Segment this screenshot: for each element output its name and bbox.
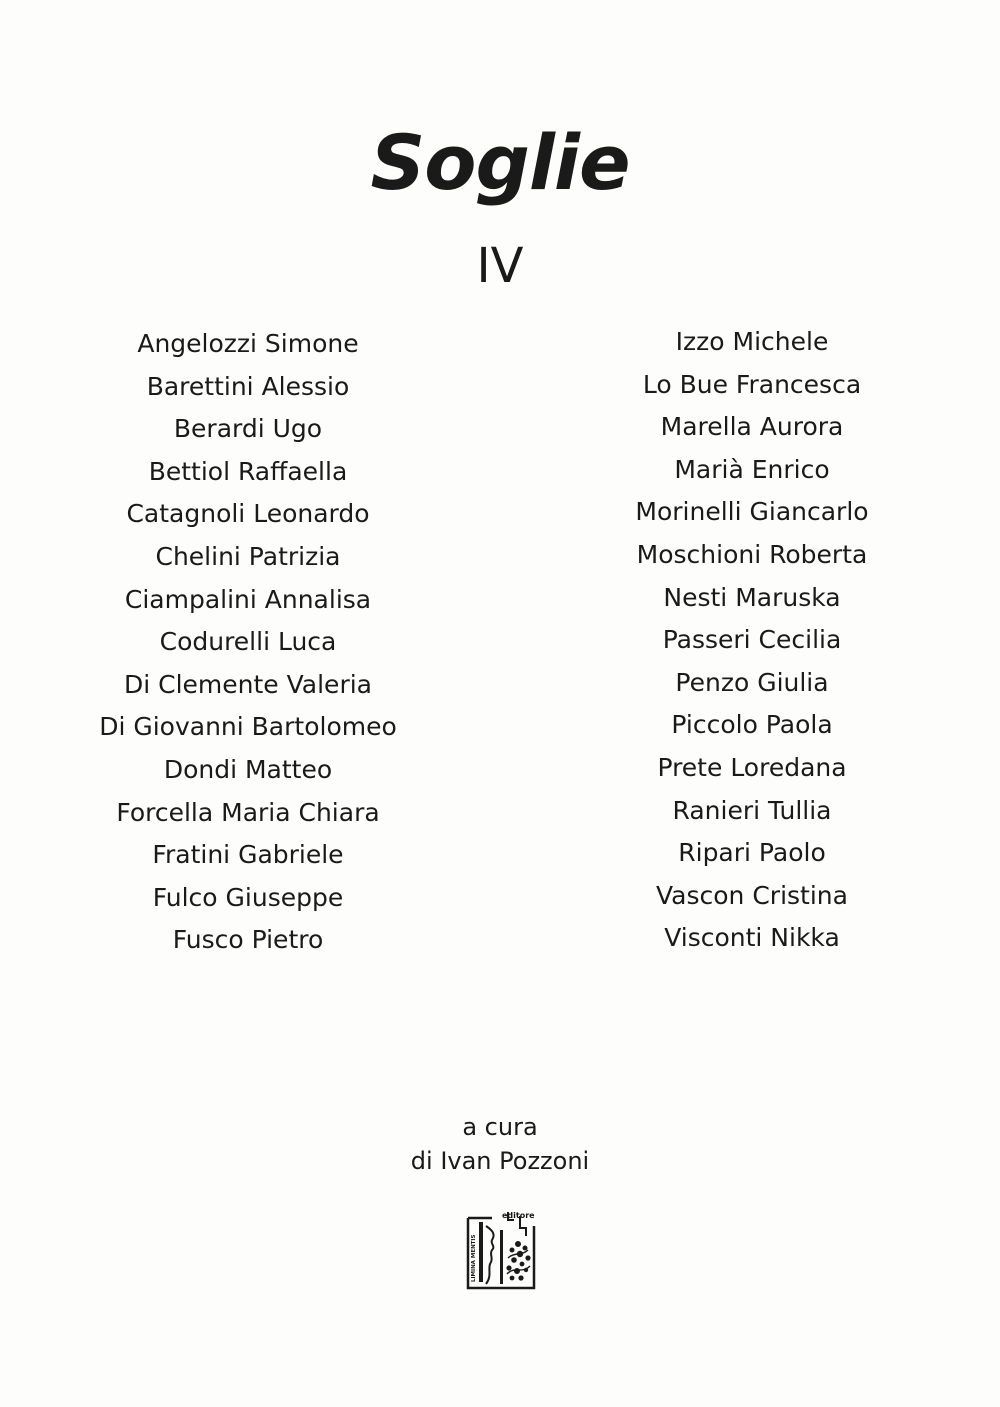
author-name: Fusco Pietro	[172, 925, 324, 955]
author-list-left	[98, 323, 398, 962]
author-name: Marella Aurora	[660, 412, 844, 442]
author-name: Ripari Paolo	[678, 838, 826, 868]
publisher-logo-icon	[462, 1208, 538, 1290]
author-name: Codurelli Luca	[159, 627, 337, 657]
svg-text:editore: editore	[502, 1211, 535, 1220]
author-name: Dondi Matteo	[163, 754, 333, 784]
author-name: Fulco Giuseppe	[152, 882, 344, 912]
author-name: Morinelli Giancarlo	[635, 497, 869, 527]
svg-text:LIMINA MENTIS: LIMINA MENTIS	[471, 1234, 477, 1282]
book-title: Soglie	[370, 118, 630, 207]
author-name: Moschioni Roberta	[636, 539, 868, 569]
author-name: Bettiol Raffaella	[148, 456, 348, 486]
author-name: Chelini Patrizia	[155, 541, 341, 571]
author-name: Izzo Michele	[675, 327, 829, 356]
author-name: Passeri Cecilia	[662, 625, 842, 655]
author-name: Angelozzi Simone	[137, 329, 359, 358]
author-name: Barettini Alessio	[146, 371, 350, 401]
editor-credit	[0, 1110, 1000, 1178]
author-name: Ranieri Tullia	[672, 795, 832, 825]
author-name: Piccolo Paola	[671, 710, 833, 740]
author-name: Visconti Nikka	[664, 923, 840, 953]
author-name: Catagnoli Leonardo	[126, 499, 370, 529]
author-name: Nesti Maruska	[663, 582, 841, 612]
volume-number: IV	[476, 238, 524, 294]
author-name: Lo Bue Francesca	[642, 369, 862, 399]
author-name: Fratini Gabriele	[152, 840, 344, 870]
author-name: Forcella Maria Chiara	[116, 797, 380, 827]
author-list-right	[602, 321, 902, 960]
author-name: Penzo Giulia	[675, 667, 829, 697]
editor-credit-line: di Ivan Pozzoni	[410, 1147, 590, 1175]
author-name: Di Giovanni Bartolomeo	[99, 712, 397, 742]
author-name: Ciampalini Annalisa	[124, 584, 372, 614]
author-name: Berardi Ugo	[173, 414, 323, 444]
editor-credit-line: a cura	[462, 1113, 538, 1141]
author-name: Di Clemente Valeria	[124, 669, 372, 699]
author-name: Prete Loredana	[657, 752, 847, 782]
author-name: Vascon Cristina	[656, 880, 848, 910]
author-name: Marià Enrico	[674, 454, 830, 484]
